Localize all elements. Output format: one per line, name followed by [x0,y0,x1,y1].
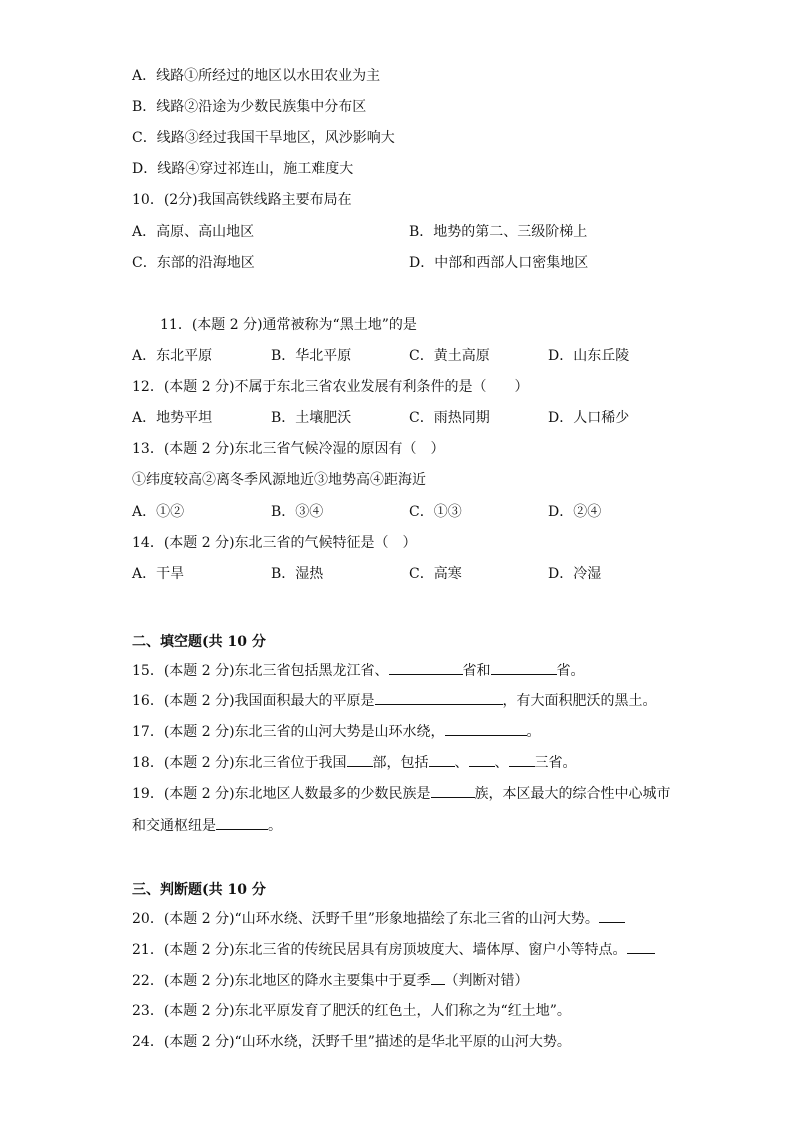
q19-blank-1 [431,783,475,798]
q19-blank-2 [216,815,268,830]
q18-text-1: 18．(本题 2 分)东北三省位于我国 [132,755,347,771]
q17 [132,721,541,742]
q9-option-b: B．线路②沿途为少数民族集中分布区 [132,99,367,115]
q16-blank [375,690,503,705]
q10-option-c: C．东部的沿海地区 [132,255,255,271]
q22-text-2: （判断对错） [444,973,529,989]
q22 [132,970,529,991]
q13-statements: ①纬度较高②离冬季风源地近③地势高④距海近 [132,472,426,488]
q13-stem: 13．(本题 2 分)东北三省气候冷湿的原因有（ ） [132,441,445,457]
q16-text-1: 16．(本题 2 分)我国面积最大的平原是 [132,693,375,709]
q18-blank-3 [469,752,495,767]
q14-option-b: B．湿热 [271,566,324,582]
q10-option-a: A．高原、高山地区 [132,224,255,240]
q24: 24．(本题 2 分)“山环水绕，沃野千里”描述的是华北平原的山河大势。 [132,1034,571,1050]
q19-line-2 [132,815,282,836]
q10-option-b: B．地势的第二、三级阶梯上 [409,224,588,240]
q15-blank-1 [389,660,463,675]
q11-option-a: A．东北平原 [132,348,213,364]
q14-stem: 14．(本题 2 分)东北三省的气候特征是（ ） [132,535,417,551]
section-judgment-heading: 三、判断题(共 10 分 [132,882,266,898]
q19-text-2: 族，本区最大的综合性中心城市 [474,786,671,802]
q23: 23．(本题 2 分)东北平原发育了肥沃的红色土，人们称之为“红土地”。 [132,1003,571,1019]
q12-option-d: D．人口稀少 [548,410,630,426]
q13-option-c: C．①③ [409,504,462,520]
q10-stem: 10．(2分)我国高铁线路主要布局在 [132,192,352,208]
q20-text: 20．(本题 2 分)“山环水绕、沃野千里”形象地描绘了东北三省的山河大势。 [132,911,599,927]
q22-text-1: 22．(本题 2 分)东北地区的降水主要集中于夏季 [132,973,431,989]
q17-blank [445,721,527,736]
q20 [132,908,625,929]
q21 [132,939,655,960]
q19-line-1 [132,783,671,804]
q12-option-b: B．土壤肥沃 [271,410,352,426]
q11-option-d: D．山东丘陵 [548,348,630,364]
q15-text-2: 省和 [462,663,491,679]
q13-option-d: D．②④ [548,504,602,520]
q18-blank-1 [347,752,373,767]
q12-option-a: A．地势平坦 [132,410,213,426]
q18-blank-2 [429,752,455,767]
q16 [132,690,657,711]
q14-option-c: C．高寒 [409,566,462,582]
q18-text-4: 、 [494,755,509,771]
q15 [132,660,585,681]
q22-blank [431,970,445,985]
q18 [132,752,577,773]
q19-text-4: 。 [268,818,282,834]
q18-text-5: 三省。 [534,755,577,771]
q21-blank [627,939,655,954]
q15-text-3: 省。 [556,663,585,679]
q15-text-1: 15．(本题 2 分)东北三省包括黑龙江省、 [132,663,389,679]
q10-option-d: D．中部和西部人口密集地区 [409,255,589,271]
q9-option-c: C．线路③经过我国干旱地区，风沙影响大 [132,130,395,146]
q12-stem: 12．(本题 2 分)不属于东北三省农业发展有利条件的是（ ） [132,379,529,395]
q18-blank-4 [509,752,535,767]
q13-option-b: B．③④ [271,504,324,520]
section-fill-in-heading: 二、填空题(共 10 分 [132,634,266,650]
q11-option-c: C．黄土高原 [409,348,490,364]
q11-option-b: B．华北平原 [271,348,352,364]
q17-text-1: 17．(本题 2 分)东北三省的山河大势是山环水绕， [132,724,445,740]
q14-option-d: D．冷湿 [548,566,602,582]
q12-option-c: C．雨热同期 [409,410,490,426]
q17-text-2: 。 [526,724,541,740]
q18-text-3: 、 [454,755,469,771]
q15-blank-2 [491,660,557,675]
q21-text: 21．(本题 2 分)东北三省的传统民居具有房顶坡度大、墙体厚、窗户小等特点。 [132,942,627,958]
q18-text-2: 部，包括 [372,755,429,771]
q16-text-2: ，有大面积肥沃的黑土。 [502,693,657,709]
q13-option-a: A．①② [132,504,185,520]
q11-stem: 11．(本题 2 分)通常被称为“黑土地”的是 [160,317,417,333]
q20-blank [599,908,625,923]
q19-text-1: 19．(本题 2 分)东北地区人数最多的少数民族是 [132,786,431,802]
q9-option-a: A．线路①所经过的地区以水田农业为主 [132,68,381,84]
q19-text-3: 和交通枢纽是 [132,818,216,834]
q14-option-a: A．干旱 [132,566,185,582]
q9-option-d: D．线路④穿过祁连山，施工难度大 [132,161,354,177]
